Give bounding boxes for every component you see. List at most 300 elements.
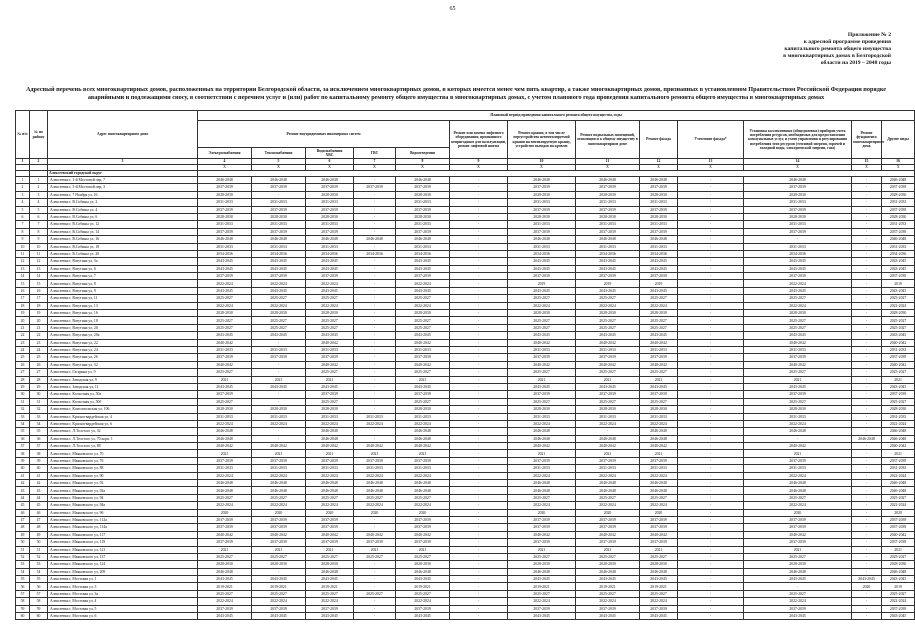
table-cell: -	[450, 516, 508, 523]
table-cell: -	[354, 332, 396, 339]
table-row	[16, 531, 915, 538]
address-cell: Алексеевка г, Маяковского ул, 94	[48, 494, 198, 501]
table-cell: -	[450, 576, 508, 583]
table-cell: 2046-2048	[576, 435, 640, 442]
table-row	[16, 184, 915, 191]
table-cell: -	[354, 398, 396, 405]
table-cell: 2031-2033	[744, 413, 852, 420]
col-address-header: Адрес многоквартирного дома	[48, 111, 198, 159]
table-cell: -	[354, 317, 396, 324]
table-cell: 2037-2039	[576, 184, 640, 191]
table-cell: 2025-2027	[640, 369, 678, 376]
table-cell: 14	[16, 273, 30, 280]
table-cell: 2019-2021	[252, 583, 306, 590]
table-cell: 2043-2045	[306, 576, 354, 583]
table-cell: 2021	[354, 546, 396, 553]
table-cell: 2022-2024	[396, 420, 450, 427]
table-cell: 2022-2024	[396, 472, 450, 479]
table-cell: 2043-2045	[640, 332, 678, 339]
table-cell: 2031-2033	[744, 243, 852, 250]
table-cell: 2037-2039	[252, 605, 306, 612]
table-cell: 2025-2027	[576, 398, 640, 405]
table-cell: 2021	[252, 450, 306, 457]
table-cell: 2028-2030	[306, 191, 354, 198]
table-cell: 2028-2030	[640, 406, 678, 413]
table-cell: 2037-2039	[744, 354, 852, 361]
table-row	[16, 539, 915, 546]
table-cell: -	[852, 369, 882, 376]
table-row	[16, 191, 915, 198]
table-cell: 2046-2048	[198, 236, 252, 243]
table-cell: 46	[16, 509, 30, 516]
table-cell: 49	[16, 531, 30, 538]
table-cell: 2028-2030	[396, 406, 450, 413]
table-cell: 2025-2027	[508, 295, 576, 302]
table-cell: 2037-2039	[508, 273, 576, 280]
table-cell: -	[852, 354, 882, 361]
table-cell: -	[678, 177, 744, 184]
table-cell: 2043-2045	[508, 265, 576, 272]
table-cell: 2046-2048	[354, 480, 396, 487]
table-cell: 2031-2033	[640, 243, 678, 250]
table-cell: -	[450, 546, 508, 553]
table-cell: 2022-2024	[354, 420, 396, 427]
table-cell: 2031-2033	[198, 221, 252, 228]
column-number-cell: 3	[48, 159, 198, 165]
table-cell: 36	[16, 435, 30, 442]
table-row	[16, 516, 915, 523]
table-cell: -	[450, 317, 508, 324]
table-cell: 22	[30, 332, 48, 339]
table-cell: 2034-2036	[882, 250, 915, 257]
address-cell: Алексеевка г, Маяковского ул, 117	[48, 531, 198, 538]
table-cell: 2043-2045	[576, 258, 640, 265]
table-cell: 2028-2030	[252, 406, 306, 413]
table-cell: 12	[30, 258, 48, 265]
table-cell: 2037-2039	[198, 184, 252, 191]
table-cell: 2028-2030	[198, 310, 252, 317]
table-cell: 2021	[306, 376, 354, 383]
table-cell: 2040-2042	[306, 531, 354, 538]
table-cell: 2022-2024	[252, 302, 306, 309]
table-cell: -	[852, 406, 882, 413]
table-cell: 2037-2039	[252, 184, 306, 191]
table-cell: 44	[16, 494, 30, 501]
table-row	[16, 199, 915, 206]
table-cell: 2022-2024	[396, 302, 450, 309]
table-row	[16, 576, 915, 583]
table-cell: 2022-2024	[882, 502, 915, 509]
table-cell: 2034-2036	[198, 250, 252, 257]
table-cell: 2025-2027	[354, 590, 396, 597]
table-cell: -	[852, 590, 882, 597]
table-cell: 2021	[198, 546, 252, 553]
table-cell: 2025-2027	[576, 369, 640, 376]
table-cell: 2037-2039	[882, 354, 915, 361]
table-cell: 2025-2027	[252, 553, 306, 560]
table-cell: 2037-2039	[508, 206, 576, 213]
table-cell: -	[852, 191, 882, 198]
table-cell: 2043-2045	[882, 258, 915, 265]
table-cell: 17	[30, 295, 48, 302]
table-cell: 40	[30, 465, 48, 472]
address-cell: Алексеевка г, Ватутина ул, 20	[48, 324, 198, 331]
table-cell: 2019-2021	[306, 583, 354, 590]
table-cell: 2043-2045	[576, 287, 640, 294]
address-cell: Алексеевка г, Ватутина ул, 13	[48, 302, 198, 309]
table-cell: -	[678, 258, 744, 265]
table-cell: 2022-2024	[576, 302, 640, 309]
column-number-cell: 5	[252, 159, 306, 165]
address-cell: Алексеевка г, Мостовая ул, 3а	[48, 590, 198, 597]
table-cell: 2043-2045	[882, 576, 915, 583]
table-cell: 2046-2048	[882, 236, 915, 243]
appendix-line: к адресной программе проведения	[803, 39, 891, 45]
table-cell: 2037-2039	[640, 184, 678, 191]
table-cell: 2034-2036	[508, 250, 576, 257]
table-cell: 2022-2024	[640, 302, 678, 309]
table-cell: 2037-2039	[306, 228, 354, 235]
table-cell: 2028-2030	[576, 310, 640, 317]
table-cell: 2037-2039	[252, 524, 306, 531]
table-cell: -	[354, 583, 396, 590]
table-cell: -	[450, 361, 508, 368]
table-cell: 2025-2027	[744, 553, 852, 560]
table-row	[16, 553, 915, 560]
table-row	[16, 561, 915, 568]
table-cell: 2031-2033	[396, 221, 450, 228]
table-cell: 2037-2039	[576, 228, 640, 235]
table-cell: -	[450, 568, 508, 575]
table-row	[16, 317, 915, 324]
address-cell: Алексеевка г, Заводская ул, 11	[48, 383, 198, 390]
table-row	[16, 605, 915, 612]
table-cell: 2031-2033	[508, 243, 576, 250]
table-row	[16, 376, 915, 383]
table-cell: -	[852, 383, 882, 390]
address-cell: Алексеевка г, Л.Толстого ул, 88	[48, 443, 198, 450]
table-cell: -	[852, 524, 882, 531]
table-row	[16, 509, 915, 516]
table-row	[16, 302, 915, 309]
table-cell: 2037-2039	[508, 354, 576, 361]
table-cell: -	[450, 184, 508, 191]
table-cell: 39	[16, 457, 30, 464]
area-label: Алексеевский городской округ	[48, 171, 198, 177]
table-cell: 2022-2024	[306, 502, 354, 509]
table-cell: 2025-2027	[576, 494, 640, 501]
table-cell: -	[678, 346, 744, 353]
address-cell: Алексеевка г, Мостовая ул, 4	[48, 598, 198, 605]
table-cell: 2043-2045	[396, 383, 450, 390]
x-cell: X	[852, 165, 882, 171]
table-cell: -	[450, 590, 508, 597]
address-cell: Алексеевка г, Мостовая ул, 1	[48, 576, 198, 583]
table-cell: 2037-2039	[252, 206, 306, 213]
table-cell: -	[354, 613, 396, 620]
table-cell: -	[450, 295, 508, 302]
table-cell: 2037-2039	[640, 539, 678, 546]
table-cell: 55	[16, 576, 30, 583]
column-number-cell: 15	[852, 159, 882, 165]
table-cell: 2031-2033	[576, 413, 640, 420]
table-cell: 2037-2039	[576, 273, 640, 280]
table-cell: -	[678, 613, 744, 620]
table-cell: 2043-2045	[306, 332, 354, 339]
table-cell: 2043-2045	[640, 287, 678, 294]
table-cell: 2046-2048	[576, 480, 640, 487]
table-cell: -	[354, 391, 396, 398]
table-cell: -	[852, 376, 882, 383]
table-cell: -	[354, 228, 396, 235]
table-cell: 44	[30, 494, 48, 501]
table-cell: -	[678, 494, 744, 501]
x-cell: X	[744, 165, 852, 171]
table-cell: 2040-2042	[306, 443, 354, 450]
table-cell: 52	[30, 553, 48, 560]
table-cell: 5	[30, 206, 48, 213]
table-cell: 2040-2042	[396, 531, 450, 538]
table-cell: -	[678, 221, 744, 228]
table-cell: 2028-2030	[640, 310, 678, 317]
table-cell: -	[678, 295, 744, 302]
table-cell: -	[678, 206, 744, 213]
table-cell: 2028-2030	[744, 310, 852, 317]
table-cell: -	[852, 553, 882, 560]
table-cell: 19	[16, 310, 30, 317]
table-cell: -	[852, 221, 882, 228]
table-cell: 3	[16, 191, 30, 198]
table-cell: 2046-2048	[640, 236, 678, 243]
table-cell: 25	[16, 354, 30, 361]
table-cell: 2040-2042	[882, 443, 915, 450]
table-cell: 2031-2033	[396, 243, 450, 250]
table-cell: 2025-2027	[882, 553, 915, 560]
table-cell: 2031-2033	[306, 465, 354, 472]
table-cell: -	[354, 213, 396, 220]
table-cell: 2037-2039	[306, 539, 354, 546]
table-cell: -	[450, 324, 508, 331]
table-cell: 2037-2039	[576, 391, 640, 398]
water-group-label: Водоснабжения	[316, 148, 343, 153]
table-cell: 2019-2021	[640, 583, 678, 590]
address-cell: Алексеевка г, Маяковского ул, 112а	[48, 516, 198, 523]
table-cell: -	[852, 361, 882, 368]
table-cell: 2043-2045	[252, 576, 306, 583]
table-cell: 2037-2039	[640, 206, 678, 213]
table-cell: -	[354, 273, 396, 280]
col-basement-header: Ремонт подвальных помещений, относящихся к общему имуществу в многоквартирном доме	[576, 121, 640, 159]
table-cell: 2028-2030	[508, 310, 576, 317]
table-cell: -	[450, 561, 508, 568]
table-cell: 2037-2039	[252, 516, 306, 523]
table-cell: 2040-2042	[508, 361, 576, 368]
table-cell: 2025-2027	[576, 295, 640, 302]
table-cell: -	[354, 221, 396, 228]
table-row	[16, 524, 915, 531]
table-cell: 48	[16, 524, 30, 531]
table-row	[16, 280, 915, 287]
table-cell: 2020	[576, 509, 640, 516]
table-cell: 2040-2042	[252, 531, 306, 538]
x-cell: X	[450, 165, 508, 171]
table-cell: 2025-2027	[744, 398, 852, 405]
table-cell: -	[354, 206, 396, 213]
table-cell: 2037-2039	[508, 516, 576, 523]
table-cell: 2040-2042	[508, 443, 576, 450]
table-cell: 2043-2045	[744, 287, 852, 294]
table-cell: 2031-2033	[576, 243, 640, 250]
table-cell: -	[354, 406, 396, 413]
table-cell: 2043-2045	[744, 332, 852, 339]
table-cell: 12	[16, 258, 30, 265]
table-cell: -	[252, 568, 306, 575]
table-row	[16, 487, 915, 494]
table-cell: 2028-2030	[252, 310, 306, 317]
table-cell: 2031-2033	[354, 465, 396, 472]
table-cell: 2037-2039	[252, 354, 306, 361]
col-other-header: Другие виды	[882, 121, 915, 159]
table-cell: 2028-2030	[508, 213, 576, 220]
table-cell: 2037-2039	[354, 539, 396, 546]
table-cell: 2037-2039	[508, 391, 576, 398]
table-cell: 20	[16, 317, 30, 324]
table-cell: 2019	[508, 280, 576, 287]
table-cell: 32	[30, 406, 48, 413]
table-cell: 2021	[198, 450, 252, 457]
table-cell: 2025-2027	[252, 590, 306, 597]
table-cell: 9	[16, 236, 30, 243]
table-row	[16, 465, 915, 472]
table-cell: 27	[16, 369, 30, 376]
table-cell: -	[450, 221, 508, 228]
table-cell: 2043-2045	[198, 258, 252, 265]
x-cell: X	[198, 165, 252, 171]
table-cell: 33	[30, 413, 48, 420]
table-cell: 2028-2030	[198, 213, 252, 220]
col-facade-header: Ремонт фасада	[640, 121, 678, 159]
table-cell: 2022-2024	[252, 502, 306, 509]
table-cell: 2022-2024	[306, 280, 354, 287]
table-cell: -	[852, 398, 882, 405]
table-cell: -	[678, 539, 744, 546]
table-cell: 2046-2048	[640, 487, 678, 494]
table-cell: 2043-2045	[640, 613, 678, 620]
column-number-cell: 6	[306, 159, 354, 165]
table-row	[16, 590, 915, 597]
table-cell: 2037-2039	[882, 228, 915, 235]
table-cell: 2046-2048	[198, 568, 252, 575]
address-cell: Алексеевка г, Маяковского ул, 121	[48, 546, 198, 553]
table-cell: 2046-2048	[306, 568, 354, 575]
table-cell: -	[450, 177, 508, 184]
table-cell: -	[852, 295, 882, 302]
table-cell: 2043-2045	[882, 613, 915, 620]
address-cell: Алексеевка г, Ватутина ул, 32	[48, 361, 198, 368]
table-row	[16, 339, 915, 346]
table-cell: 2043-2045	[252, 332, 306, 339]
table-cell: 18	[16, 302, 30, 309]
table-cell: 2025-2027	[198, 369, 252, 376]
table-cell: 2031-2033	[198, 413, 252, 420]
table-cell: 2046-2048	[306, 428, 354, 435]
table-row	[16, 265, 915, 272]
table-cell: 2031-2033	[640, 199, 678, 206]
column-number-cell: 8	[396, 159, 450, 165]
table-cell: 2031-2033	[354, 413, 396, 420]
table-cell: 4	[16, 199, 30, 206]
address-cell: Алексеевка г, Маяковского ул, 94а	[48, 502, 198, 509]
table-cell: -	[354, 605, 396, 612]
table-cell: 2022-2024	[252, 420, 306, 427]
table-cell: 2025-2027	[306, 317, 354, 324]
table-cell: 2025-2027	[508, 590, 576, 597]
table-row	[16, 546, 915, 553]
table-cell: 2046-2048	[640, 435, 678, 442]
table-cell: 2021	[576, 546, 640, 553]
table-cell: 2037-2039	[396, 184, 450, 191]
table-row	[16, 369, 915, 376]
table-cell: -	[450, 354, 508, 361]
table-cell: 2031-2033	[252, 465, 306, 472]
address-cell: Алексеевка г, Маяковского ул, 90	[48, 472, 198, 479]
table-cell: 2037-2039	[640, 273, 678, 280]
table-cell: 2022-2024	[576, 420, 640, 427]
table-cell: 49	[30, 531, 48, 538]
table-cell: 2037-2039	[306, 457, 354, 464]
table-cell: -	[450, 339, 508, 346]
table-cell: 2046-2048	[396, 435, 450, 442]
x-cell: X	[354, 165, 396, 171]
table-cell: 56	[30, 583, 48, 590]
table-cell: 27	[30, 369, 48, 376]
table-cell: 19	[30, 310, 48, 317]
table-cell: 13	[30, 265, 48, 272]
table-cell: -	[450, 531, 508, 538]
table-cell: -	[744, 236, 852, 243]
table-cell: 2037-2039	[744, 605, 852, 612]
table-cell: 2025-2027	[396, 295, 450, 302]
table-cell: -	[354, 354, 396, 361]
table-cell: 13	[16, 265, 30, 272]
table-cell: 2037-2039	[198, 605, 252, 612]
table-cell: -	[678, 332, 744, 339]
table-cell: -	[852, 494, 882, 501]
table-cell: 10	[30, 243, 48, 250]
table-cell: 2019-2021	[198, 583, 252, 590]
table-cell: 2025-2027	[354, 494, 396, 501]
table-cell: 2043-2045	[252, 265, 306, 272]
table-cell: 2022-2024	[306, 598, 354, 605]
address-cell: Алексеевка г, Маяковского ул, 70	[48, 450, 198, 457]
table-cell: 2046-2048	[882, 177, 915, 184]
table-cell: -	[852, 561, 882, 568]
table-cell: 2022-2024	[576, 472, 640, 479]
table-cell: 2031-2033	[882, 413, 915, 420]
table-cell: 2034-2036	[396, 250, 450, 257]
table-row	[16, 406, 915, 413]
table-cell: 2031-2033	[882, 465, 915, 472]
table-cell: 2037-2039	[198, 391, 252, 398]
table-cell: 23	[30, 339, 48, 346]
table-cell: 2022-2024	[882, 420, 915, 427]
table-cell: 2040-2042	[744, 443, 852, 450]
table-cell: 2031-2033	[252, 413, 306, 420]
column-number-cell: 14	[744, 159, 852, 165]
table-cell: 2043-2045	[882, 287, 915, 294]
table-cell: 2037-2039	[198, 354, 252, 361]
table-cell: 2028-2030	[396, 310, 450, 317]
